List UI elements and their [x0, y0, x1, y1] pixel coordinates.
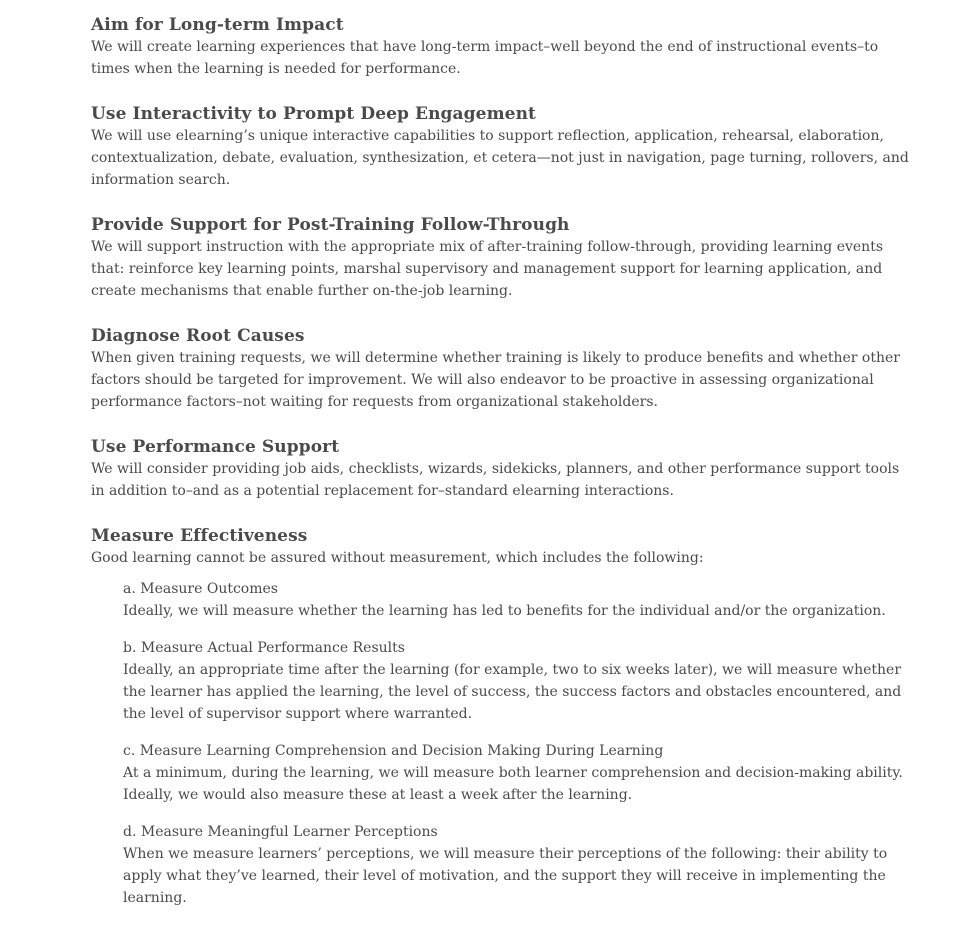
section-performance-support	[91, 436, 917, 502]
list-item-body: Ideally, we will measure whether the learning has led to benefits for the individual and/or the organization.	[123, 603, 886, 619]
list-item-perceptions	[123, 821, 917, 909]
section-body: When given training requests, we will determine whether training is likely to produce benefits and whether other factors should be targeted for improvement. We will also endeavor to be proactive in assessing organizational performance factors–not waiting for requests from organizational stakeholders.	[91, 350, 900, 410]
list-item-body: When we measure learners’ perceptions, we will measure their perceptions of the following: their ability to apply what they’ve learned, their level of motivation, and the support they will receive in implementing the learning.	[123, 846, 888, 906]
section-measure-effectiveness	[91, 525, 917, 909]
list-item-outcomes	[123, 578, 917, 622]
section-root-causes	[91, 325, 917, 413]
measurement-list	[123, 578, 917, 909]
list-item-body: Ideally, an appropriate time after the learning (for example, two to six weeks later), we will measure whether the learner has applied the learning, the level of success, the success factors and obstacles encountered, and the level of supervisor support where warranted.	[123, 662, 902, 722]
section-heading: Measure Effectiveness	[91, 526, 308, 546]
section-heading: Diagnose Root Causes	[91, 326, 305, 346]
section-long-term-impact	[91, 14, 917, 80]
list-item-title: a. Measure Outcomes	[123, 581, 278, 597]
section-heading: Use Performance Support	[91, 437, 340, 457]
section-body: We will use elearning’s unique interactive capabilities to support reflection, application, rehearsal, elaboration, contextualization, debate, evaluation, synthesization, et cetera—not just in navigation, page turning, rollovers, and information search.	[91, 128, 909, 188]
list-item-comprehension	[123, 740, 917, 806]
list-item-title: d. Measure Meaningful Learner Perceptions	[123, 824, 438, 840]
section-body: We will support instruction with the appropriate mix of after-training follow-through, providing learning events that: reinforce key learning points, marshal supervisory and management support for learning application, and create mechanisms that enable further on-the-job learning.	[91, 239, 884, 299]
section-interactivity	[91, 103, 917, 191]
section-post-training	[91, 214, 917, 302]
section-heading: Provide Support for Post-Training Follow-Through	[91, 215, 570, 235]
section-body: Good learning cannot be assured without measurement, which includes the following:	[91, 550, 704, 566]
list-item-title: b. Measure Actual Performance Results	[123, 640, 405, 656]
list-item-performance-results	[123, 637, 917, 725]
section-body: We will consider providing job aids, checklists, wizards, sidekicks, planners, and other performance support tools in addition to–and as a potential replacement for–standard elearning interactions.	[91, 461, 900, 499]
section-heading: Aim for Long-term Impact	[91, 15, 344, 35]
section-heading: Use Interactivity to Prompt Deep Engagement	[91, 104, 536, 124]
section-body: We will create learning experiences that have long-term impact–well beyond the end of instructional events–to times when the learning is needed for performance.	[91, 39, 879, 77]
list-item-title: c. Measure Learning Comprehension and Decision Making During Learning	[123, 743, 664, 759]
list-item-body: At a minimum, during the learning, we will measure both learner comprehension and decision-making ability. Ideally, we would also measure these at least a week after the learning.	[123, 765, 903, 803]
